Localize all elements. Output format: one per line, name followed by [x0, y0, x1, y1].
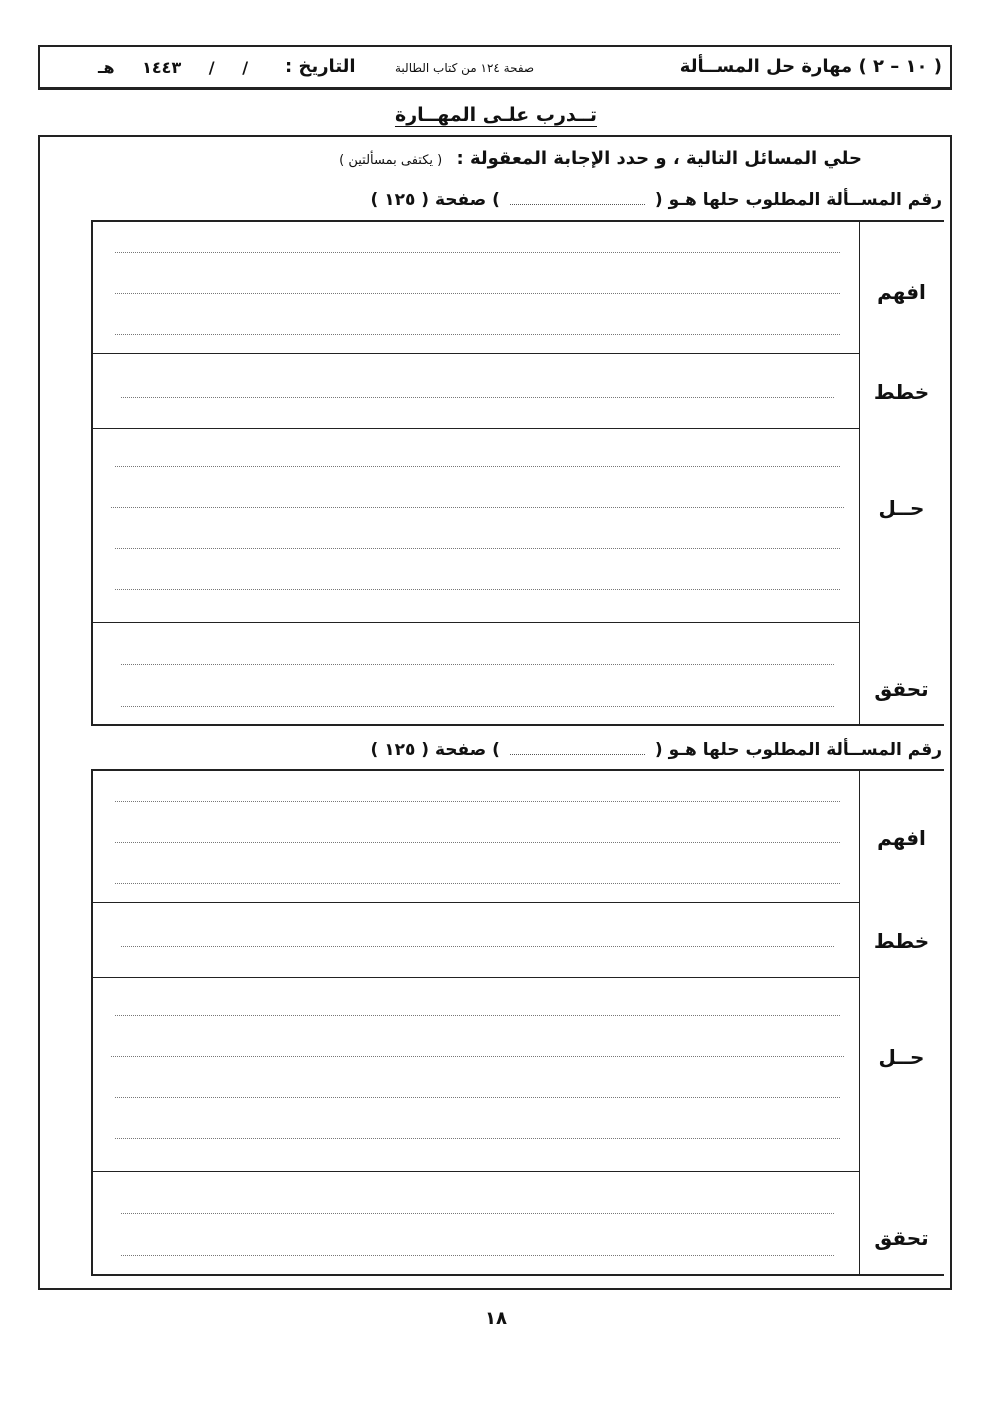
- textbook-page-reference: صفحة ١٢٤ من كتاب الطالبة: [395, 61, 535, 75]
- date-label: التاريخ :: [285, 56, 356, 77]
- writing-line[interactable]: [111, 1056, 844, 1057]
- problem-number-prompt: رقم المســألة المطلوب حلها هـو (: [654, 190, 942, 210]
- step-solve-label: حــل: [878, 496, 925, 520]
- row-divider: [93, 622, 860, 623]
- step-plan-label: خطط: [873, 929, 930, 953]
- step-solve-label: حــل: [878, 1045, 925, 1069]
- problem-2-question-line: [371, 740, 943, 760]
- writing-line[interactable]: [121, 397, 834, 398]
- writing-line[interactable]: [121, 664, 834, 665]
- instructions-note: ( يكتفى بمسألتين ): [339, 153, 443, 168]
- writing-line[interactable]: [115, 548, 840, 549]
- writing-line[interactable]: [111, 507, 844, 508]
- problem-number-prompt: رقم المســألة المطلوب حلها هـو (: [654, 740, 942, 760]
- page-number: ١٨: [485, 1308, 507, 1329]
- step-plan-label: خطط: [873, 380, 930, 404]
- writing-line[interactable]: [115, 1097, 840, 1098]
- problem-1-solution-box: [91, 220, 944, 726]
- writing-line[interactable]: [115, 1138, 840, 1139]
- problem-2-solution-box: [91, 769, 944, 1276]
- step-check-label: تحقق: [874, 677, 929, 701]
- writing-line[interactable]: [115, 1015, 840, 1016]
- writing-line[interactable]: [115, 252, 840, 253]
- writing-line[interactable]: [115, 842, 840, 843]
- writing-line[interactable]: [115, 883, 840, 884]
- page-reference: ) صفحة ( ١٢٥ ): [370, 740, 500, 760]
- lesson-title: ( ١٠ – ٢ ) مهارة حل المســألة: [679, 56, 942, 77]
- problem-1-question-line: [371, 190, 943, 210]
- step-understand-label: افهم: [877, 826, 926, 850]
- instructions: [339, 148, 862, 169]
- writing-line[interactable]: [115, 334, 840, 335]
- writing-line[interactable]: [115, 589, 840, 590]
- writing-line[interactable]: [115, 293, 840, 294]
- row-divider: [93, 428, 860, 429]
- writing-line[interactable]: [115, 466, 840, 467]
- problem-number-blank[interactable]: [510, 744, 645, 755]
- writing-line[interactable]: [121, 1255, 834, 1256]
- step-check-label: تحقق: [874, 1226, 929, 1250]
- date-field[interactable]: / / ١٤٤٣ هـ: [98, 58, 249, 77]
- header-bar: [38, 45, 952, 90]
- step-understand-label: افهم: [877, 280, 926, 304]
- row-divider: [93, 1171, 860, 1172]
- row-divider: [93, 902, 860, 903]
- row-divider: [93, 977, 860, 978]
- writing-line[interactable]: [115, 801, 840, 802]
- section-title: تــدرب علـى المهــارة: [394, 104, 597, 126]
- writing-line[interactable]: [121, 1213, 834, 1214]
- page-reference: ) صفحة ( ١٢٥ ): [370, 190, 500, 210]
- row-divider: [93, 353, 860, 354]
- writing-line[interactable]: [121, 706, 834, 707]
- instructions-main: حلي المسائل التالية ، و حدد الإجابة المعقولة :: [456, 148, 862, 169]
- problem-number-blank[interactable]: [510, 194, 645, 205]
- writing-line[interactable]: [121, 946, 834, 947]
